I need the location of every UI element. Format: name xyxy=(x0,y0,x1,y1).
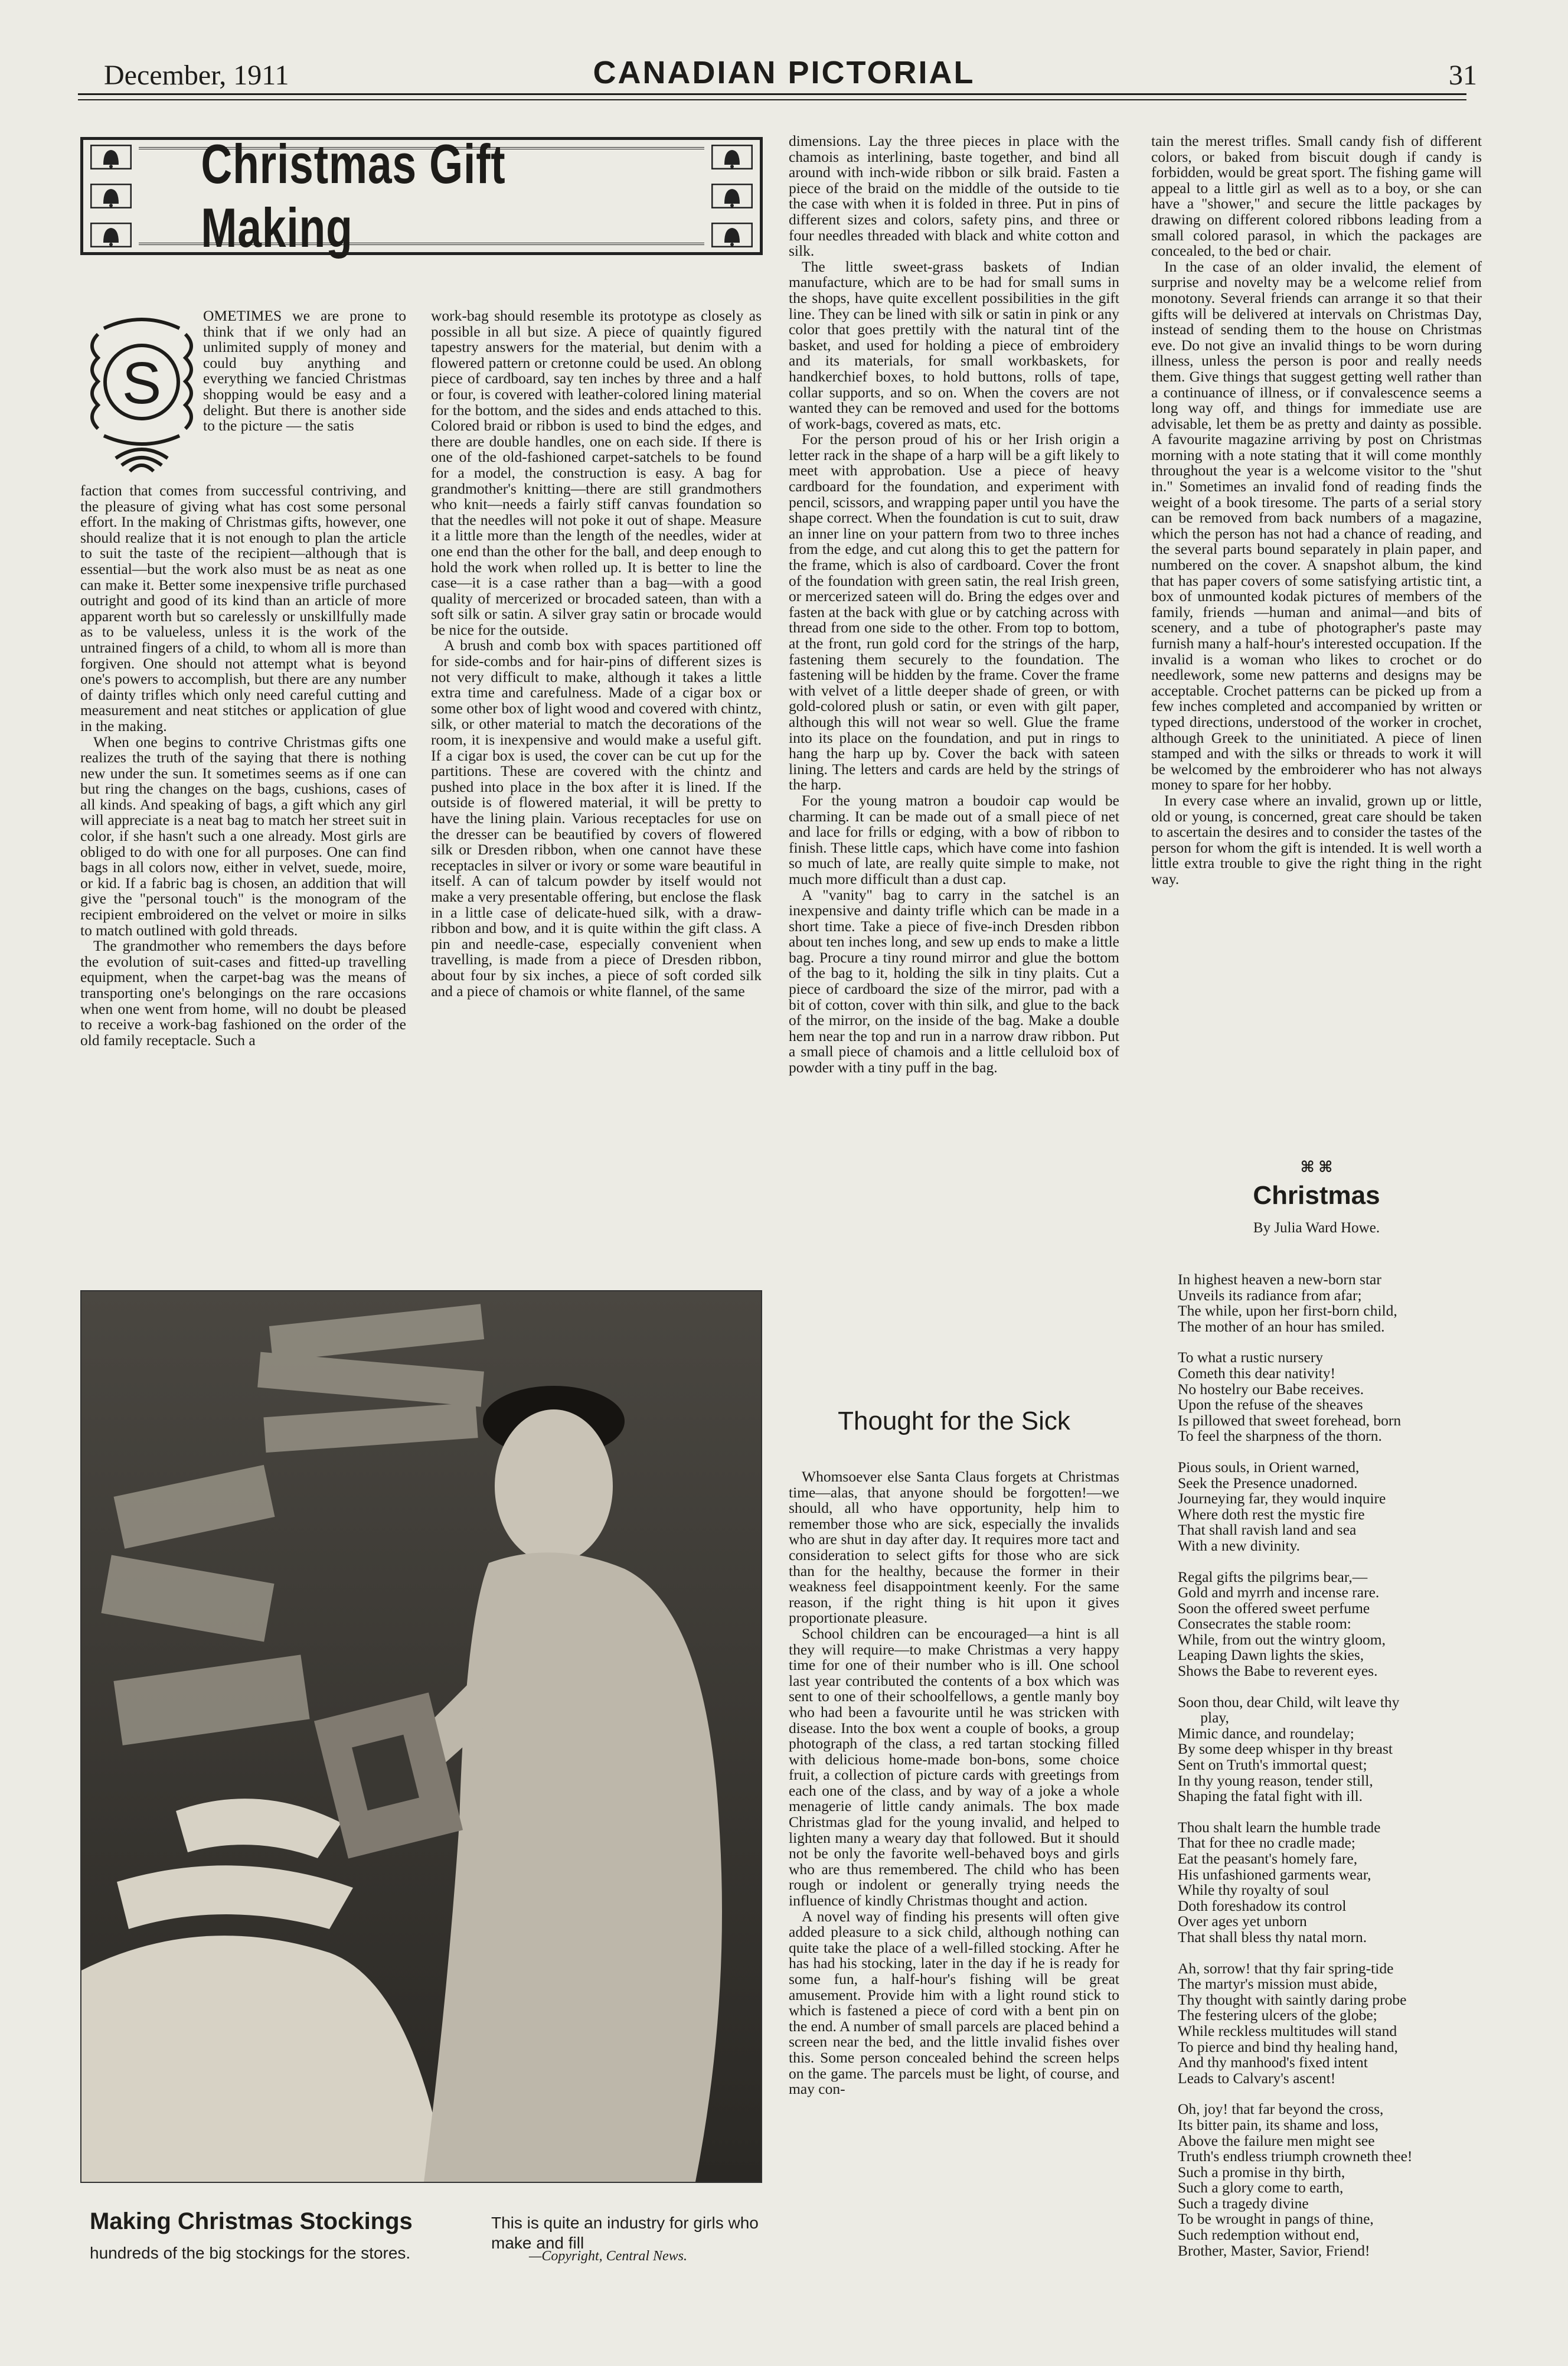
woman-with-stockings-photo xyxy=(81,1291,761,2182)
poem-body xyxy=(1178,1272,1485,2274)
poem-stanza: Ah, sorrow! that thy fair spring-tide The martyr's mission must abide, Thy thought with saintly daring probe The festering ulcers of the globe; While reckless multitudes will stand To pierce and bind thy healing hand, And thy manhood's fixed intent Leads to Calvary's ascent! xyxy=(1178,1959,1407,2087)
poem-author: By Julia Ward Howe. xyxy=(1253,1220,1380,1236)
paragraph: In the case of an older invalid, the element of surprise and novelty may be a welcome relief from monotony. Several friends can arrange it so that their gifts will be delivered at intervals on Christmas Day, instead of sending them to the house on Christmas eve. Do not give an invalid things to be worn during illness, unless the person is poor and really needs them. Give things that suggest getting well rather than a continuance of illness, or if convalescence seems a long way off, and things for immediate use are advisable, let them be as pretty and dainty as possible. A favourite magazine arriving by post on Christmas morning with a note stating that it will come monthly throughout the year is a welcome visitor to the "shut in." Sometimes an invalid fond of reading finds the weight of a book tiresome. The parts of a serial story can be removed from back numbers of a magazine, which the person has not had a chance of reading, and the several parts bound separately in plain paper, and numbered on the cover. A snapshot album, the kind that has paper covers of some satisfying artistic tint, a box of unmounted kodak pictures of members of the family, friends —human and animal—and bits of scenery, and a tube of photographer's paste may furnish many a half-hour's interested occupation. If the invalid is a woman who likes to crochet or do needlework, some new patterns and designs may be acceptable. Crochet patterns can be picked up from a few inches completed and accompanied by written or typed directions, understood of the worker in crochet, although Greek to the uninitiated. A piece of linen stamped and with the silks or threads to work it will be welcomed by the embroiderer who has not always money to spare for her hobby. xyxy=(1151,257,1482,794)
paragraph: For the young matron a boudoir cap would be charming. It can be made out of a small piece of net and lace for frills or edging, with a bow of ribbon to finish. These little caps, which have come into fashion so much of late, are really quite simple to make, not much more difficult than a dust cap. xyxy=(789,791,1119,887)
sick-section-body xyxy=(789,1469,1119,2097)
paragraph: The grandmother who remembers the days before the evolution of suit-cases and fitted-up travelling equipment, when the carpet-bag was the means of transporting one's belongings on the rare occasions when one went from home, will no doubt be pleased to receive a work-bag fashioned on the order of the old family receptacle. Such a xyxy=(80,937,406,1049)
paragraph: dimensions. Lay the three pieces in place with the chamois as interlining, baste together, and bind all around with inch-wide ribbon or silk braid. Fasten a piece of the braid on the middle of the outside to tie the case with when it is folded in three. Put in pins of different sizes and colors, safety pins, and three or four needles threaded with black and white cotton and silk. xyxy=(789,132,1119,260)
photo-caption-title: Making Christmas Stockings xyxy=(90,2208,413,2234)
article-col1-top xyxy=(203,308,406,434)
drop-cap-letter: S xyxy=(122,350,162,416)
article-col2 xyxy=(431,308,762,999)
poem-stanza: To what a rustic nursery Cometh this dear nativity! No hostelry our Babe receives. Upon the refuse of the sheaves Is pillowed that sweet forehead, born To feel the sharpness of the thorn. xyxy=(1178,1349,1402,1445)
poem-stanza: Oh, joy! that far beyond the cross, Its bitter pain, its shame and loss, Above the failure men might see Truth's endless triumph crowneth thee! Such a promise in thy birth, Such a glory come to earth, Such a tragedy divine To be wrought in pangs of thine, Such redemption without end, Brother, Master, Savior, Friend! xyxy=(1178,2100,1413,2259)
bell-icon xyxy=(711,223,753,247)
masthead: CANADIAN PICTORIAL xyxy=(593,55,975,90)
bell-icon xyxy=(90,184,132,208)
poem-stanza: Regal gifts the pilgrims bear,— Gold and myrrh and incense rare. Soon the offered sweet perfume Consecrates the stable room: While, from out the wintry gloom, Leaping Dawn lights the skies, Shows the Babe to reverent eyes. xyxy=(1178,1568,1386,1680)
sick-section-title: Thought for the Sick xyxy=(838,1406,1070,1435)
bell-icon xyxy=(90,145,132,169)
issue-date: December, 1911 xyxy=(104,60,289,91)
paragraph: A "vanity" bag to carry in the satchel is an inexpensive and dainty trifle which can be made in a short time. Take a piece of five-inch Dresden ribbon about ten inches long, and sew up ends to make a little bag. Procure a tiny round mirror and glue the bottom of the bag to it, holding the silk in tiny plaits. Cut a piece of cardboard the size of the mirror, pad with a bit of cotton, cover with thin silk, and glue to the back of the mirror, on the inside of the bag. Make a double hem near the top and run in a narrow draw ribbon. Put a small piece of chamois and a little celluloid box of powder with a tiny puff in the bag. xyxy=(789,886,1119,1076)
paragraph: School children can be encouraged—a hint is all they will require—to make Christmas a very happy time for one of their number who is ill. One school last year contributed the contents of a box which was sent to one of their schoolfellows, a gentle manly boy who had been a favourite until he was stricken with disease. Into the box went a couple of books, a group photograph of the class, a red tartan stocking filled with delicious home-made bon-bons, some choice fruit, a collection of picture cards with greetings from each one of the class, and by way of a joke a whole menagerie of little candy animals. The box made Christmas glad for the young invalid, and helped to lighten many a weary day that followed. But it should not be only the favorite well-behaved boys and girls who are thus remembered. The child who has been rough or indolent or generally trying needs the influence of kindly Christmas thought and action. xyxy=(789,1624,1119,1910)
paragraph: tain the merest trifles. Small candy fish of different colors, or baked from biscuit dough if candy is forbidden, would be great sport. The fishing game will appeal to a little girl as well as to a boy, or she can have a "shower," and secure the little packages by drawing on different colored ribbons leading from a small colored parasol, in which the packages are concealed, to the bed or chair. xyxy=(1151,132,1482,260)
article-title: Christmas Gift Making xyxy=(201,133,506,259)
article-col4 xyxy=(1151,133,1482,887)
page-number: 31 xyxy=(1449,60,1477,91)
title-frame xyxy=(139,133,704,259)
poem-title: Christmas xyxy=(1253,1181,1380,1210)
bell-ornament-left xyxy=(88,145,134,247)
header-rule xyxy=(78,93,1466,95)
paragraph: When one begins to contrive Christmas gifts one realizes the truth of the saying that there is nothing new under the sun. It sometimes seems as if one can but ring the changes on the bags, cushions, cases of all kinds. And speaking of bags, a gift which any girl will appreciate is a neat bag to match her street suit in color, if she hasn't such a one already. Most girls are obliged to do with one for all purposes. One can find bags in all colors now, either in velvet, suede, moire, or kid. If a fabric bag is chosen, an addition that will give the "personal touch" is the monogram of the recipient embroidered on the velvet or moire in silks to match outlined with gold threads. xyxy=(80,733,406,939)
paragraph: OMETIMES we are prone to think that if we only had an unlimited supply of money and could buy anything and everything we fancied Christmas shopping would be easy and a delight. But there is another side to the picture — the satis xyxy=(203,308,406,434)
paragraph: Whomsoever else Santa Claus forgets at Christmas time—alas, that anyone should be forgotten!—we should, all who have opportunity, help him to remember those who are sick, especially the invalids who are shut in day after day. It requires more tact and consideration to select gifts for those who are sick than for the healthy, because the former in their weakness feel disappointment keenly. For the same reason, if the right thing is hit upon it gives proportionate pleasure. xyxy=(789,1468,1119,1627)
poem-stanza: Soon thou, dear Child, wilt leave thy play, Mimic dance, and roundelay; By some deep whisper in thy breast Sent on Truth's immortal quest; In thy young reason, tender still, Shaping the fatal fight with ill. xyxy=(1178,1693,1400,1805)
paragraph: A novel way of finding his presents will often give added pleasure to a sick child, although nothing can quite take the place of a well-filled stocking. After he has had his stocking, later in the day if he is ready for some fun, a half-hour's fishing will be great amusement. Provide him with a light round stick to which is fastened a piece of cord with a bent pin on the end. A number of small parcels are placed behind a screen near the bed, and the little invalid fishes over this. Some person concealed behind the screen helps on the game. The parcels must be light, of course, and may con- xyxy=(789,1907,1119,2098)
paragraph: A brush and comb box with spaces partitioned off for side-combs and for hair-pins of different sizes is not very difficult to make, although it takes a little extra time and carefulness. Made of a cigar box or some other box of light wood and covered with chintz, silk, or other material to match the decorations of the room, it is inexpensive and would make a useful gift. If a cigar box is used, the cover can be cut up for the partitions. These are covered with the chintz and pushed into place in the box after it is lined. If the outside is of flowered material, it will be pretty to have the lining plain. Various receptacles for use on the dresser can be beautified by covers of flowered silk or Dresden ribbon, when one cannot have these receptacles in silver or ivory or some ware beautiful in itself. A can of talcum powder by itself would not make a very presentable offering, but enclose the flask in a little case of delicate-hued silk, with a draw-ribbon and bow, and it is quite within the gift class. A pin and needle-case, especially convenient when travelling, is made from a piece of Dresden ribbon, about four by six inches, a piece of soft corded silk and a piece of chamois or white flannel, of the same xyxy=(431,637,762,1000)
paragraph-continued: faction that comes from successful contriving, and the pleasure of giving what has cost some personal effort. In the making of Christmas gifts, however, one should realize that it is not enough to plan the article to suit the taste of the recipient—although that is essential—but the work also must be as neat as one can make it. Better some inexpensive trifle purchased outright and good of its kind than an article of more apparent worth but so carelessly or unskillfully made as to be valueless, unless it is the work of the untrained fingers of a child, to whom all is more than forgiven. One should not attempt what is beyond one's powers to accomplish, but there are any number of dainty trifles which only need careful cutting and measurement and neat stitches or application of glue in the making. xyxy=(80,482,406,735)
bell-icon xyxy=(711,184,753,208)
paragraph: work-bag should resemble its prototype as closely as possible in all but size. A piece of quaintly figured tapestry answers for the material, but denim with a flowered pattern or cretonne could be used. An oblong piece of cardboard, say ten inches by three and a half or four, is covered with leather-colored lining material for the bottom, and the sides and ends attached to this. Colored braid or ribbon is used to bind the edges, and there are double handles, one on each side. If there is one of the old-fashioned carpet-satchels to be found for a model, the construction is easy. A bag for grandmother's knitting—there are still grandmothers who knit—needs a fairly stiff canvas foundation so that the needles will not poke it out of shape. Measure it a little more than the length of the needles, wider at one end than the other for the ball, and deep enough to hold the work when rolled up. It is better to line the case—it is a case rather than a bag—with a good quality of mercerized or brocaded sateen, than with a soft silk or satin. A silver gray satin or brocade would be nice for the outside. xyxy=(431,307,762,638)
bell-icon xyxy=(90,223,132,247)
photo-caption-side: This is quite an industry for girls who make and fill xyxy=(491,2214,759,2252)
paragraph: The little sweet-grass baskets of Indian manufacture, which are to be had for small sums in the shops, have quite excellent possibilities in the gift line. They can be lined with silk or satin in pink or any color that goes prettily with the natural tint of the basket, and used for holding a piece of embroidery and its materials, for small workbaskets, for handkerchief boxes, to hold buttons, rolls of tape, collar supports, and so on. When the covers are not wanted they can be removed and used for the bottoms of work-bags, covered as mats, etc. xyxy=(789,257,1119,432)
photo-copyright: —Copyright, Central News. xyxy=(529,2248,688,2264)
paragraph: For the person proud of his or her Irish origin a letter rack in the shape of a harp will be a gift likely to meet with approbation. Use a piece of heavy cardboard for the foundation, and experiment with pencil, scissors, and wrapping paper until you have the shape correct. When the foundation is cut to suit, draw an inner line on your pattern from two to three inches from the edge, and cut along this to get the pattern for the frame, which is also of cardboard. Cover the front of the foundation with green satin, the real Irish green, or mercerized sateen will do. Bring the edges over and fasten at the back with glue or by catching across with thread from one side to the other. From top to bottom, at the front, run gold cord for the strings of the harp, fastening them securely to the foundation. The fastening will be hidden by the frame. Cover the frame with velvet of a little deeper shade of green, or with gold-colored plush or satin, or even with gilt paper, although this will not wear so well. Glue the frame into its place on the foundation, and put in rings to hang the harp up by. Cover the back with sateen lining. The letters and cards are held by the strings of the harp. xyxy=(789,430,1119,794)
poem-stanza: Pious souls, in Orient warned, Seek the Presence unadorned. Journeying far, they would inquire Where doth rest the mystic fire That shall ravish land and sea With a new divinity. xyxy=(1178,1458,1386,1554)
photo-caption-continued: hundreds of the big stockings for the stores. xyxy=(90,2244,411,2262)
article-title-box xyxy=(80,133,763,259)
drop-cap-ornament xyxy=(80,311,203,476)
section-ornament: ⌘ ⌘ xyxy=(1300,1158,1333,1176)
poem-stanza: In highest heaven a new-born star Unveils its radiance from afar; The while, upon her first-born child, The mother of an hour has smiled. xyxy=(1178,1271,1397,1335)
article-col3 xyxy=(789,133,1119,1076)
bell-icon xyxy=(711,145,753,169)
photo-stockings xyxy=(80,1290,762,2183)
poem-stanza: Thou shalt learn the humble trade That for thee no cradle made; Eat the peasant's homely fare, His unfashioned garments wear, While thy royalty of soul Doth foreshadow its control Over ages yet unborn That shall bless thy natal morn. xyxy=(1178,1818,1381,1946)
paragraph: In every case where an invalid, grown up or little, old or young, is concerned, great care should be taken to ascertain the desires and to consider the tastes of the person for whom the gift is intended. It is well worth a little extra trouble to give the right thing in the right way. xyxy=(1151,791,1482,887)
bell-ornament-right xyxy=(709,145,755,247)
header-rule-thin xyxy=(78,99,1466,100)
article-col1-rest xyxy=(80,483,406,1048)
